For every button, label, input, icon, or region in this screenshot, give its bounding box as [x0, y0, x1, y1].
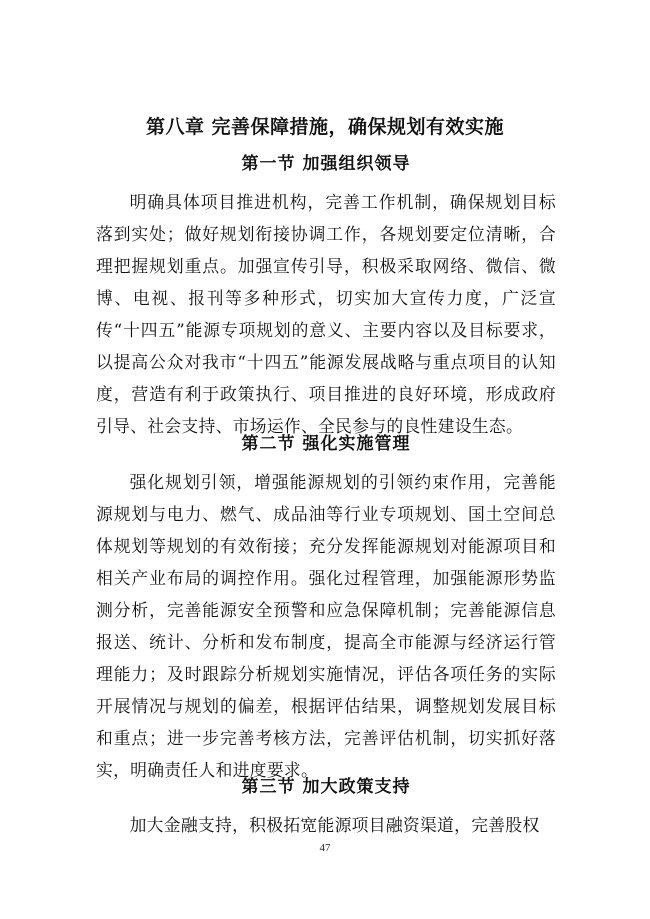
page-number: 47: [319, 842, 331, 854]
section-body: 明确具体项目推进机构，完善工作机制，确保规划目标落到实处；做好规划衔接协调工作，各规划要定位清晰，合理把握规划重点。加强宣传引导，积极采取网络、微信、微博、电视、报刊等多种形式，切实加大宣传力度，广泛宣传“十四五”能源专项规划的意义、主要内容以及目标要求，以提高公众对我市“十四五”能源发展战略与重点项目的认知度，营造有利于政策执行、项目推进的良好环境，形成政府引导、社会支持、市场运作、全民参与的良性建设生态。: [96, 192, 556, 436]
section-title: 第二节 强化实施管理: [241, 434, 411, 454]
section-2: [96, 430, 556, 786]
chapter-title: 第八章 完善保障措施，确保规划有效实施: [145, 116, 505, 138]
section-body: 强化规划引领，增强能源规划的引领约束作用，完善能源规划与电力、燃气、成品油等行业专项规划、国土空间总体规划等规划的有效衔接；充分发挥能源规划对能源项目和相关产业布局的调控作用。强化过程管理，加强能源形势监测分析，完善能源安全预警和应急保障机制；完善能源信息报送、统计、分析和发布制度，提高全市能源与经济运行管理能力；及时跟踪分析规划实施情况，评估各项任务的实际开展情况与规划的偏差，根据评估结果，调整规划发展目标和重点；进一步完善考核方法，完善评估机制，切实抓好落实，明确责任人和进度要求。: [96, 472, 556, 780]
section-title: 第一节 加强组织领导: [241, 154, 411, 174]
section-1: [96, 150, 556, 442]
section-title: 第三节 加大政策支持: [241, 777, 411, 797]
section-body: 加大金融支持，积极拓宽能源项目融资渠道，完善股权: [129, 815, 540, 835]
section-3: [96, 773, 556, 841]
